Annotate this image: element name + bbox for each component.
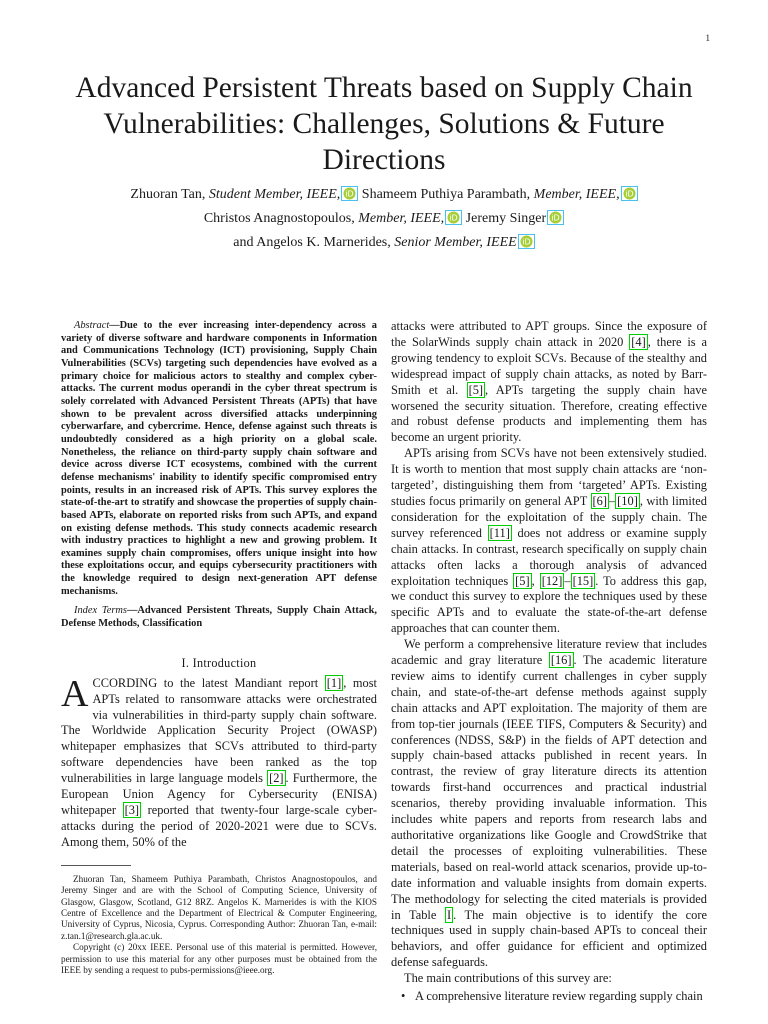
list-item — [401, 989, 707, 1005]
table-link[interactable]: I — [446, 907, 452, 922]
index-terms — [61, 605, 377, 630]
citation-link[interactable]: [15] — [572, 573, 594, 588]
author-line-1 — [40, 183, 728, 207]
svg-text:iD: iD — [449, 213, 458, 223]
bullet-icon: • — [401, 989, 406, 1004]
author-name: and Angelos K. Marnerides, — [233, 235, 395, 250]
author-line-2 — [40, 207, 728, 231]
body-paragraph — [391, 319, 707, 446]
abstract-text: —Due to the ever increasing inter-dependency across a variety of diverse software and hardware components in Information and Communications Technology (ICT) provisioning, Supply Chain Vulnerabilities (SCVs) targeting such dependencies have evolved as a primary choice for malicious actors to stealthy and complex cyber-attacks. The current modus operandi in the cyber threat spectrum is solely correlated with Advanced Persistent Threats (APTs) that have shown to be prevalent across diversified attacks underpinning cyberwarfare, and cybercrime. Hence, defense against such threats is undoubtedly considered as a high priority on a global scale. Nonetheless, the reliance on third-party supply chain software and device across diverse ICT ecosystems, combined with the current defense mechanisms' inability to identify specific compromised entry points, results in an increased risk of APTs. This survey explores the state-of-the-art to stratify and showcase the properties of supply chain-based APTs, elaborate on reported risks from such APTs, and expand on existing defense methods. This study connects academic research with industry practices to highlight a new and growing problem. It examines supply chain compromises, offers unique insight into how these exploitations occur, and equips cybersecurity practitioners with the knowledge required to design next-generation APT defense mechanisms. — [61, 320, 377, 597]
text-run: . The academic literature review aims to identify current challenges in cyber supply chain, and state-of-the-art defense methods against supply chain attacks and APT exploitation. The majority of them are from top-tier journals (IEEE TIFS, Computers & Security) and conferences (NDSS, S&P) in the fields of APT detection and supply chain-based attacks published in recent years. In contrast, the review of gray literature directs its attention towards first-hand occurrences and practical industrial scenarios, thereby providing invaluable information. This includes white papers and reports from research labs and authoritative organizations like Google and CrowdStrike that detail the processes of exploiting vulnerabilities. These materials, based on real-world attack scenarios, provide up-to-date information and valuable insights from domain experts. The methodology for selecting the cited materials is provided in Table — [391, 653, 707, 922]
svg-text:iD: iD — [345, 189, 354, 199]
text-run: We perform a comprehensive literature review that includes academic and gray literature — [391, 637, 707, 668]
citation-link[interactable]: [11] — [489, 525, 510, 540]
text-run: , APTs targeting the supply chain have worsened the security situation. Therefore, creating effective and robust defense products and implementing them has become an urgent priority. — [391, 382, 707, 445]
citation-link[interactable]: [5] — [468, 382, 484, 397]
text-run: , there is a growing tendency to exploit SCVs. Because of the stealthy and widespread impact of supply chain attacks, as noted by Barr-Smith et al. — [391, 334, 707, 397]
orcid-icon[interactable] — [621, 186, 638, 201]
citation-link[interactable]: [4] — [631, 334, 646, 349]
author-role: Student Member, IEEE, — [208, 187, 341, 202]
text-run: – — [564, 573, 571, 588]
citation-link[interactable]: [6] — [592, 493, 607, 508]
orcid-icon[interactable] — [341, 186, 358, 201]
citation-link[interactable]: [12] — [541, 573, 563, 588]
svg-text:iD: iD — [624, 189, 634, 199]
paper-title: Advanced Persistent Threats based on Supply Chain Vulnerabilities: Challenges, Solutions & Future Directions — [75, 72, 693, 176]
svg-text:iD: iD — [551, 213, 560, 223]
citation-link[interactable]: [2] — [269, 771, 284, 786]
text-run: reported that twenty-four large-scale cyber-attacks during the period of 2020-2021 were due to SCVs. Among them, 50% of the — [61, 803, 377, 849]
author-line-3 — [40, 231, 728, 255]
author-role: Senior Member, IEEE — [394, 235, 517, 250]
body-paragraph: The main contributions of this survey are: — [404, 971, 612, 986]
list-item-text: A comprehensive literature review regarding supply chain — [415, 989, 703, 1004]
svg-text:iD: iD — [522, 237, 531, 247]
index-terms-lead: Index Terms — [74, 605, 127, 617]
body-paragraph — [391, 637, 707, 971]
text-run: , most APTs related to ransomware attacks were orchestrated via vulnerabilities in third-party supply chain software. The Worldwide Application Security Project (OWASP) whitepaper emphasizes that SCVs attributed to third-party software dependencies have been ranked as the top vulnerabilities in large language models — [61, 675, 377, 786]
footnote-affiliations: Zhuoran Tan, Shameem Puthiya Parambath, Christos Anagnostopoulos, and Jeremy Singer and are with the School of Computing Science, University of Glasgow, Glasgow, Scotland, G12 8RZ. Angelos K. Marnerides is with the KIOS Centre of Excellence and the Department of Electrical & Computer Engineering, University of Cyprus, Nicosia, Cyprus. Corresponding Author: Zhuoran Tan, e-mail: z.tan.1@research.gla.ac.uk. — [61, 873, 377, 941]
section-heading: I. Introduction — [181, 655, 257, 670]
footnote-divider — [61, 865, 131, 866]
author-name: Jeremy Singer — [462, 211, 547, 226]
text-run: APTs arising from SCVs have not been extensively studied. It is worth to mention that most supply chain attacks are ‘non-targeted’, distinguishing them from ‘targeted’ APTs. Existing studies focus primarily on general APT — [391, 446, 707, 508]
author-role: Member, IEEE, — [533, 187, 620, 202]
text-run: CCORDING to the latest Mandiant report — [92, 675, 325, 690]
index-terms-text: —Advanced Persistent Threats, Supply Chain Attack, Defense Methods, Classification — [61, 605, 378, 630]
author-role: Member, IEEE, — [358, 211, 445, 226]
author-name: Christos Anagnostopoulos, — [203, 211, 359, 226]
citation-link[interactable]: [10] — [617, 493, 638, 508]
citation-link[interactable]: [3] — [124, 803, 140, 817]
citation-link[interactable]: [5] — [515, 573, 530, 588]
author-name: Shameem Puthiya Parambath, — [358, 187, 534, 202]
text-run: , with limited consideration for the exploitation of the supply chain. The survey referenced — [391, 493, 707, 540]
text-run: – — [608, 493, 616, 508]
author-name: Zhuoran Tan, — [130, 187, 209, 202]
text-run: , — [531, 573, 540, 588]
orcid-icon[interactable] — [547, 210, 564, 225]
citation-link[interactable]: [16] — [550, 653, 572, 668]
abstract-lead: Abstract — [74, 320, 110, 331]
text-run: . To address this gap, we conduct this survey to explore the techniques used by these specific APTs and to evaluate the state-of-the-art defense approaches that can counter them. — [391, 573, 707, 636]
abstract — [61, 320, 377, 598]
text-run: attacks were attributed to APT groups. Since the exposure of the SolarWinds supply chain attack in 2020 — [391, 319, 707, 349]
left-column — [61, 320, 377, 976]
text-run: does not address or examine supply chain attacks. In contrast, research specifically on supply chain attacks often lacks a thorough analysis of advanced exploitation techniques — [391, 525, 707, 588]
page-number: 1 — [705, 33, 710, 43]
intro-paragraph — [61, 672, 377, 851]
text-run: . The main objective is to identify the core techniques used in supply chain-based APTs to conceal their behaviors, and offer guidance for efficient and optimized defense safeguards. — [391, 907, 707, 970]
text-run: . Furthermore, the European Union Agency for Cybersecurity (ENISA) whitepaper — [61, 771, 377, 817]
footnote-copyright: Copyright (c) 20xx IEEE. Personal use of this material is permitted. However, permission to use this material for any other purposes must be obtained from the IEEE by sending a request to pubs-permissions@ieee.org. — [61, 942, 377, 975]
drop-cap: A — [61, 672, 89, 715]
orcid-icon[interactable] — [518, 234, 535, 249]
orcid-icon[interactable] — [445, 210, 462, 225]
author-list — [40, 183, 728, 255]
citation-link[interactable]: [1] — [326, 675, 342, 690]
right-column — [391, 319, 707, 1005]
body-paragraph — [391, 446, 707, 637]
